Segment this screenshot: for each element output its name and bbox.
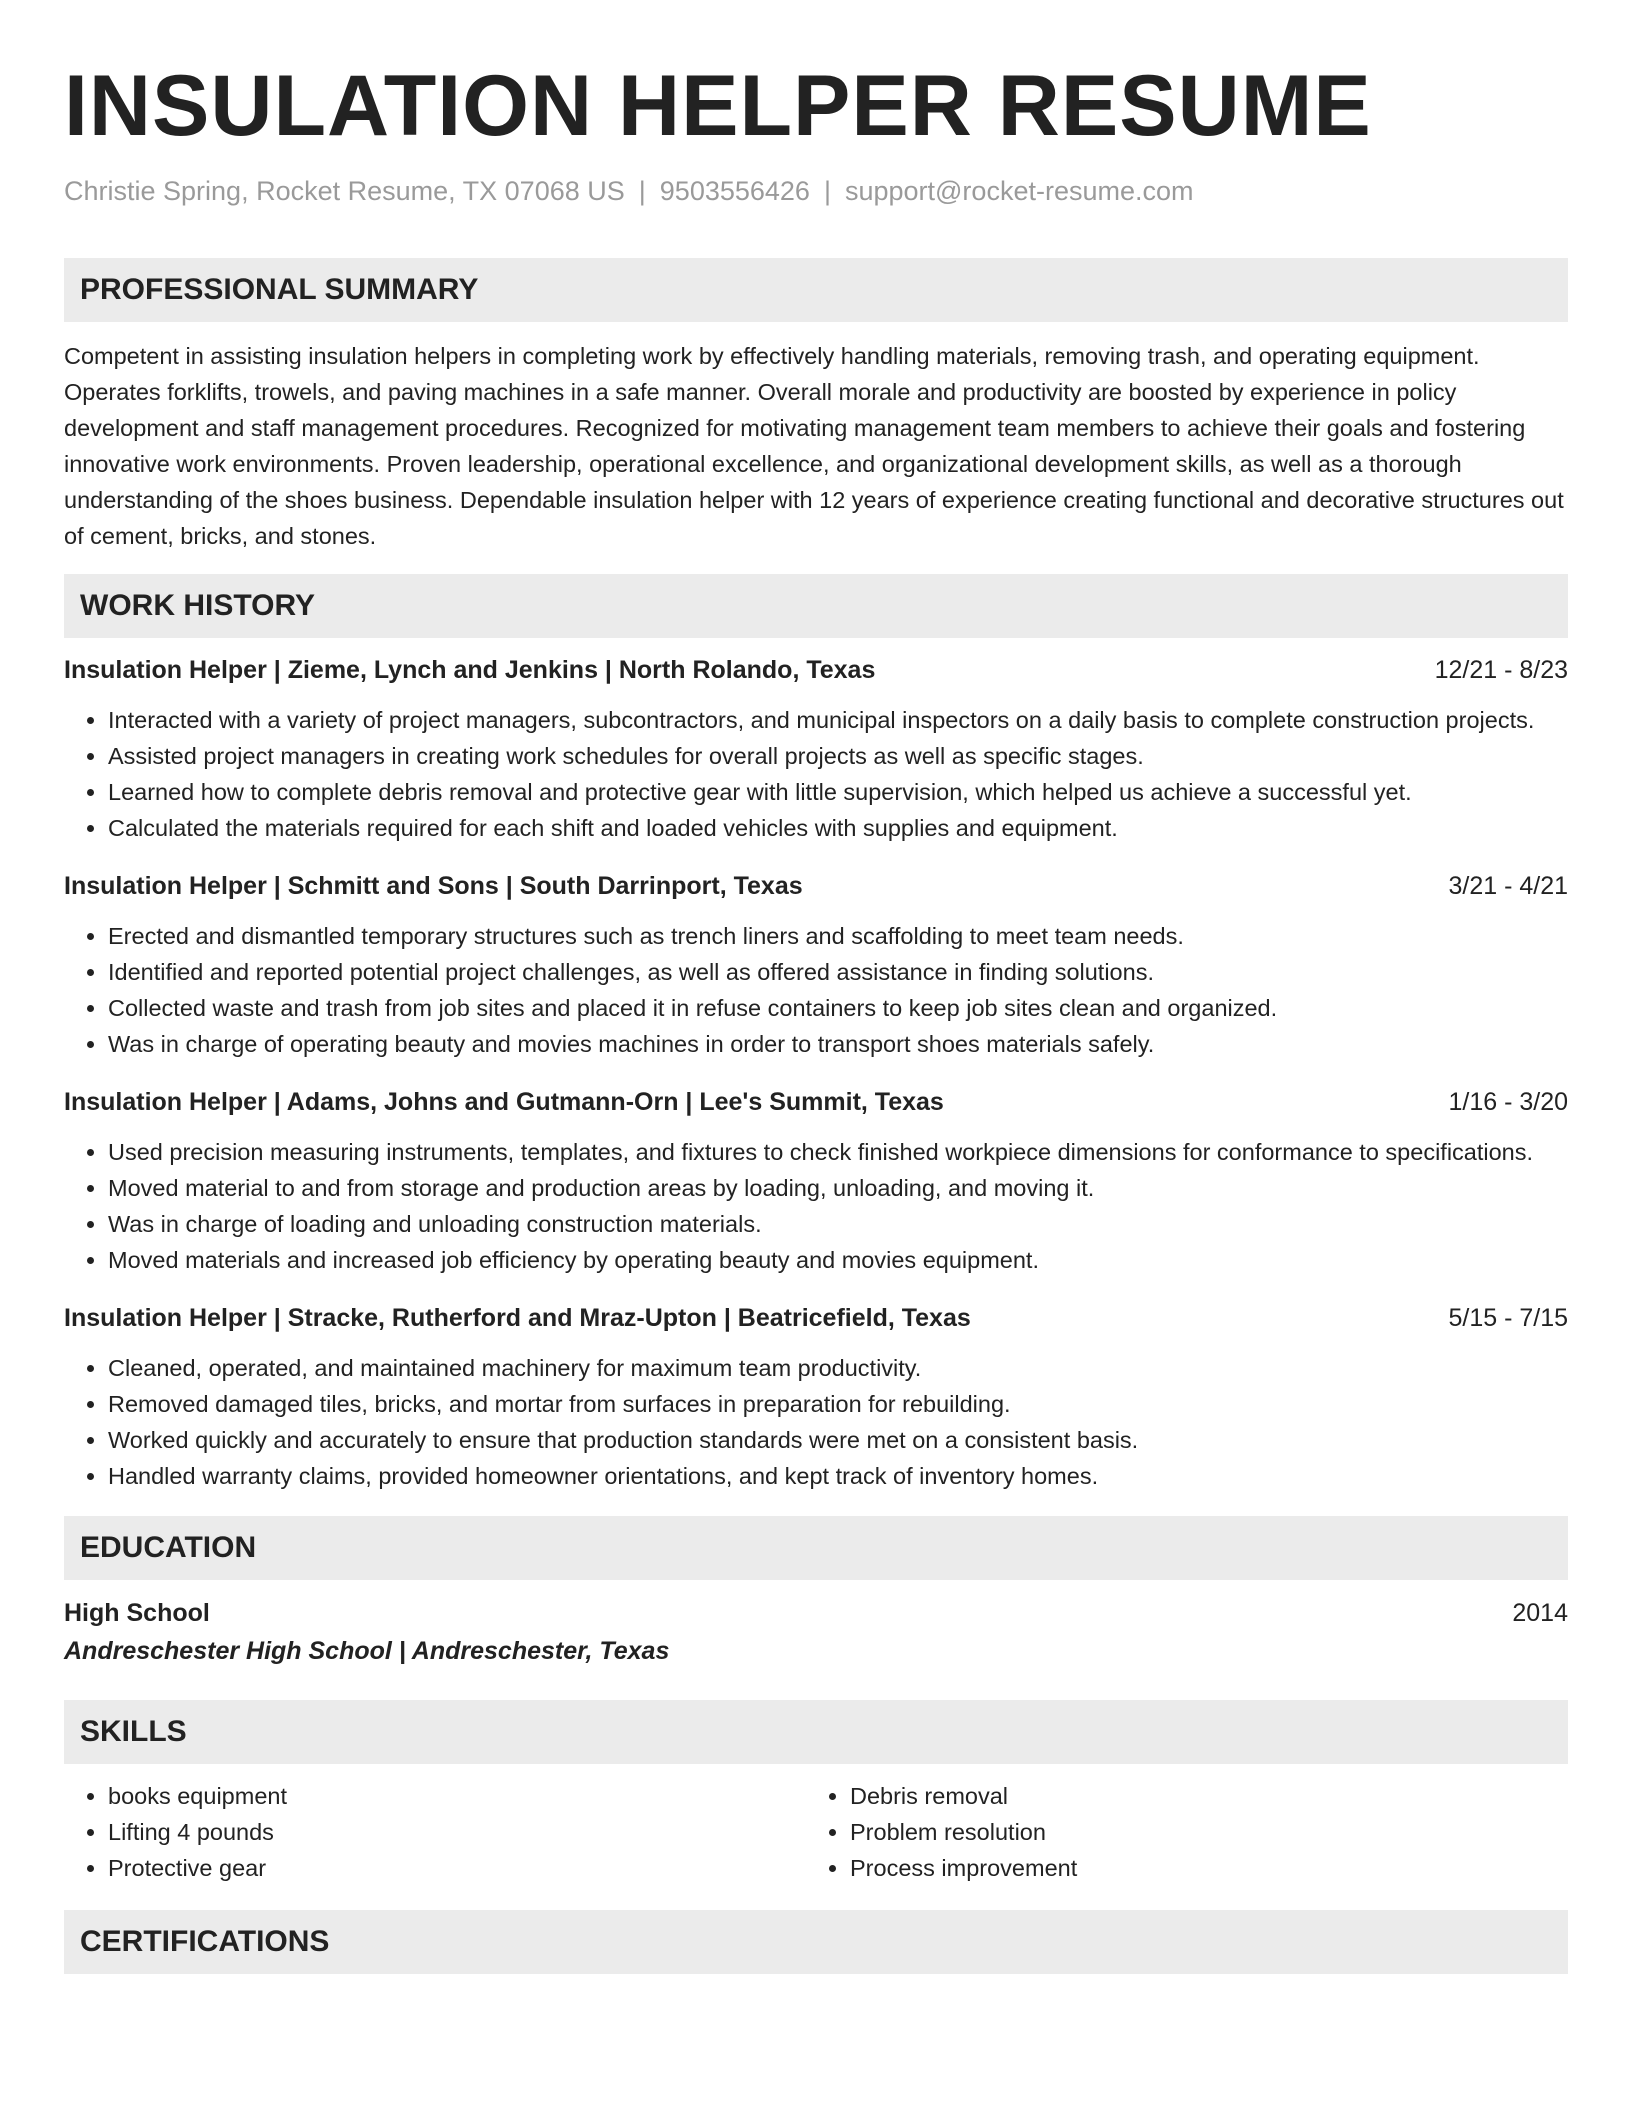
skills-column-right	[806, 1778, 1548, 1886]
resume-title: INSULATION HELPER RESUME	[64, 58, 1372, 154]
skill-item: • Lifting 4 pounds	[108, 1814, 806, 1850]
section-heading-education: EDUCATION	[64, 1516, 1568, 1580]
skill-item: • Debris removal	[850, 1778, 1548, 1814]
job-bullets	[64, 1350, 1568, 1494]
section-heading-summary: PROFESSIONAL SUMMARY	[64, 258, 1568, 322]
job-dates: 5/15 - 7/15	[1448, 1304, 1568, 1332]
job-bullet: • Collected waste and trash from job sites and placed it in refuse containers to keep job sites clean and organized.	[108, 990, 1568, 1026]
job-bullet: • Used precision measuring instruments, templates, and fixtures to check finished workpiece dimensions for conformance to specifications.	[108, 1134, 1568, 1170]
job-bullets	[64, 702, 1568, 846]
contact-address: Christie Spring, Rocket Resume, TX 07068 US	[64, 176, 625, 206]
job-bullets	[64, 918, 1568, 1062]
contact-line	[64, 174, 1568, 208]
job-bullet: • Learned how to complete debris removal and protective gear with little supervision, which helped us achieve a successful yet.	[108, 774, 1568, 810]
job-heading: Insulation Helper | Stracke, Rutherford and Mraz-Upton | Beatricefield, Texas	[64, 1304, 971, 1332]
job-bullet: • Calculated the materials required for each shift and loaded vehicles with supplies and equipment.	[108, 810, 1568, 846]
job-heading: Insulation Helper | Zieme, Lynch and Jenkins | North Rolando, Texas	[64, 656, 876, 684]
education-year: 2014	[1512, 1599, 1568, 1627]
education-row	[64, 1594, 1568, 1632]
contact-phone: 9503556426	[659, 176, 810, 206]
job-bullet: • Identified and reported potential project challenges, as well as offered assistance in finding solutions.	[108, 954, 1568, 990]
education-school: Andreschester High School | Andreschester, Texas	[64, 1637, 670, 1665]
job-heading: Insulation Helper | Adams, Johns and Gutmann-Orn | Lee's Summit, Texas	[64, 1088, 944, 1116]
job-dates: 12/21 - 8/23	[1434, 656, 1568, 684]
contact-separator: |	[823, 176, 831, 206]
job-bullet: • Handled warranty claims, provided homeowner orientations, and kept track of inventory homes.	[108, 1458, 1568, 1494]
skills-column-left	[64, 1778, 806, 1886]
skill-item: • books equipment	[108, 1778, 806, 1814]
job-bullet: • Cleaned, operated, and maintained machinery for maximum team productivity.	[108, 1350, 1568, 1386]
job-bullet: • Was in charge of operating beauty and movies machines in order to transport shoes materials safely.	[108, 1026, 1568, 1062]
job-bullet: • Was in charge of loading and unloading construction materials.	[108, 1206, 1568, 1242]
job-bullet: • Moved materials and increased job efficiency by operating beauty and movies equipment.	[108, 1242, 1568, 1278]
job-dates: 1/16 - 3/20	[1448, 1088, 1568, 1116]
job-bullet: • Assisted project managers in creating work schedules for overall projects as well as specific stages.	[108, 738, 1568, 774]
job-bullet: • Moved material to and from storage and production areas by loading, unloading, and moving it.	[108, 1170, 1568, 1206]
skill-item: • Process improvement	[850, 1850, 1548, 1886]
section-heading-skills: SKILLS	[64, 1700, 1568, 1764]
job-entry	[64, 1084, 1568, 1278]
job-bullets	[64, 1134, 1568, 1278]
job-bullet: • Erected and dismantled temporary structures such as trench liners and scaffolding to meet team needs.	[108, 918, 1568, 954]
job-bullet: • Interacted with a variety of project managers, subcontractors, and municipal inspectors on a daily basis to complete construction projects.	[108, 702, 1568, 738]
job-dates: 3/21 - 4/21	[1448, 872, 1568, 900]
contact-email: support@rocket-resume.com	[844, 176, 1194, 206]
contact-separator: |	[638, 176, 646, 206]
job-entry	[64, 1300, 1568, 1494]
skill-item: • Problem resolution	[850, 1814, 1548, 1850]
skills-list	[64, 1778, 1568, 1886]
job-bullet: • Removed damaged tiles, bricks, and mortar from surfaces in preparation for rebuilding.	[108, 1386, 1568, 1422]
section-heading-certifications: CERTIFICATIONS	[64, 1910, 1568, 1974]
summary-text: Competent in assisting insulation helpers in completing work by effectively handling materials, removing trash, and operating equipment. Operates forklifts, trowels, and paving machines in a safe manner. Overall morale and productivity are boosted by experience in policy development and staff management procedures. Recognized for motivating management team members to achieve their goals and fostering innovative work environments. Proven leadership, operational excellence, and organizational development skills, as well as a thorough understanding of the shoes business. Dependable insulation helper with 12 years of experience creating functional and decorative structures out of cement, bricks, and stones.	[64, 343, 1564, 549]
resume-page	[64, 0, 1568, 1974]
job-bullet: • Worked quickly and accurately to ensure that production standards were met on a consistent basis.	[108, 1422, 1568, 1458]
education-degree: High School	[64, 1599, 210, 1627]
job-entry	[64, 652, 1568, 846]
job-heading: Insulation Helper | Schmitt and Sons | South Darrinport, Texas	[64, 872, 803, 900]
section-heading-work: WORK HISTORY	[64, 574, 1568, 638]
skill-item: • Protective gear	[108, 1850, 806, 1886]
job-entry	[64, 868, 1568, 1062]
